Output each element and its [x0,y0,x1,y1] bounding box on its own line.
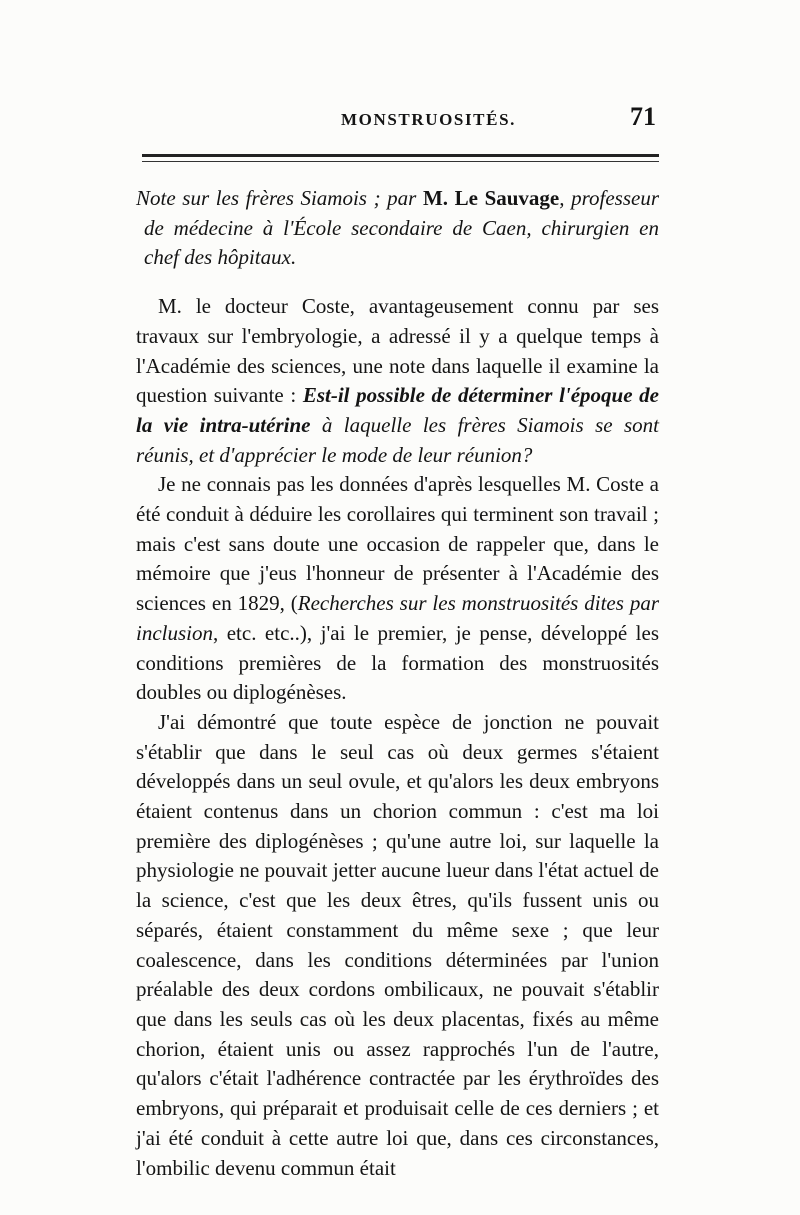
paragraph-2 [136,470,659,708]
note-author: M. Le Sauvage [422,186,560,210]
paragraph-3-text: J'ai démontré que toute espèce de jonction ne pouvait s'établir que dans le seul cas où deux germes s'étaient développés dans un seul ovule, et qu'alors les deux embryons étaient contenus dans un chorion commun : c'est ma loi première des diplogénèses ; qu'une autre loi, sur laquelle la physiologie ne pouvait jetter aucune lueur dans l'état actuel de la science, c'est que les deux êtres, qu'ils fussent unis ou séparés, étaient constamment du même sexe ; que leur coalescence, dans les conditions déterminées par l'union préalable des deux cordons ombilicaux, ne pouvait s'établir que dans les seuls cas où les deux placentas, fixés au même chorion, étaient unis ou assez rapprochés l'un de l'autre, qu'alors c'était l'adhérence contractée par les érythroïdes des embryons, qui préparait et produisait celle de ces derniers ; et j'ai été conduit à cette autre loi que, dans ces circonstances, l'ombilic devenu commun était [136,709,659,1180]
header-rule-thick [142,154,659,157]
paragraph-1-question-end: à laquelle les frères Siamois se sont réunis, et d'apprécier le mode de leur réunion? [136,412,659,467]
paragraph-2-text-b: , etc. etc..), j'ai le premier, je pense, développé les conditions premières de la formation des monstruosités doubles ou diplogénèses. [136,620,659,705]
note-tail: , professeur de médecine à l'École secondaire de Caen, chirurgien en chef des hôpitaux. [144,186,660,270]
running-head [136,100,660,134]
running-title: MONSTRUOSITÉS. [341,110,516,129]
paragraph-1-question-start: Est-il possible de déterminer l'époque de la vie intra-utérine [136,383,659,437]
body-text [136,184,659,1183]
paragraph-3 [136,708,659,1183]
note-lead: Note sur les frères Siamois ; par [136,186,423,210]
paragraph-2-reference: Recherches sur les monstruosités dites par inclusion [136,591,659,645]
paragraph-2-text-a: Je ne connais pas les données d'après lesquelles M. Coste a été conduit à déduire les corollaires qui terminent son travail ; mais c'est sans doute une occasion de rappeler que, dans le mémoire que j'eus l'honneur de présenter à l'Académie des sciences en 1829, ( [136,472,659,616]
paragraph-1 [136,292,659,470]
note-heading [136,184,659,273]
page-number: 71 [630,102,656,131]
paragraph-1-text: M. le docteur Coste, avantageusement connu par ses travaux sur l'embryologie, a adressé il y a quelque temps à l'Académie des sciences, une note dans laquelle il examine la question suivante : [136,294,659,408]
header-rule-thin [142,161,659,162]
